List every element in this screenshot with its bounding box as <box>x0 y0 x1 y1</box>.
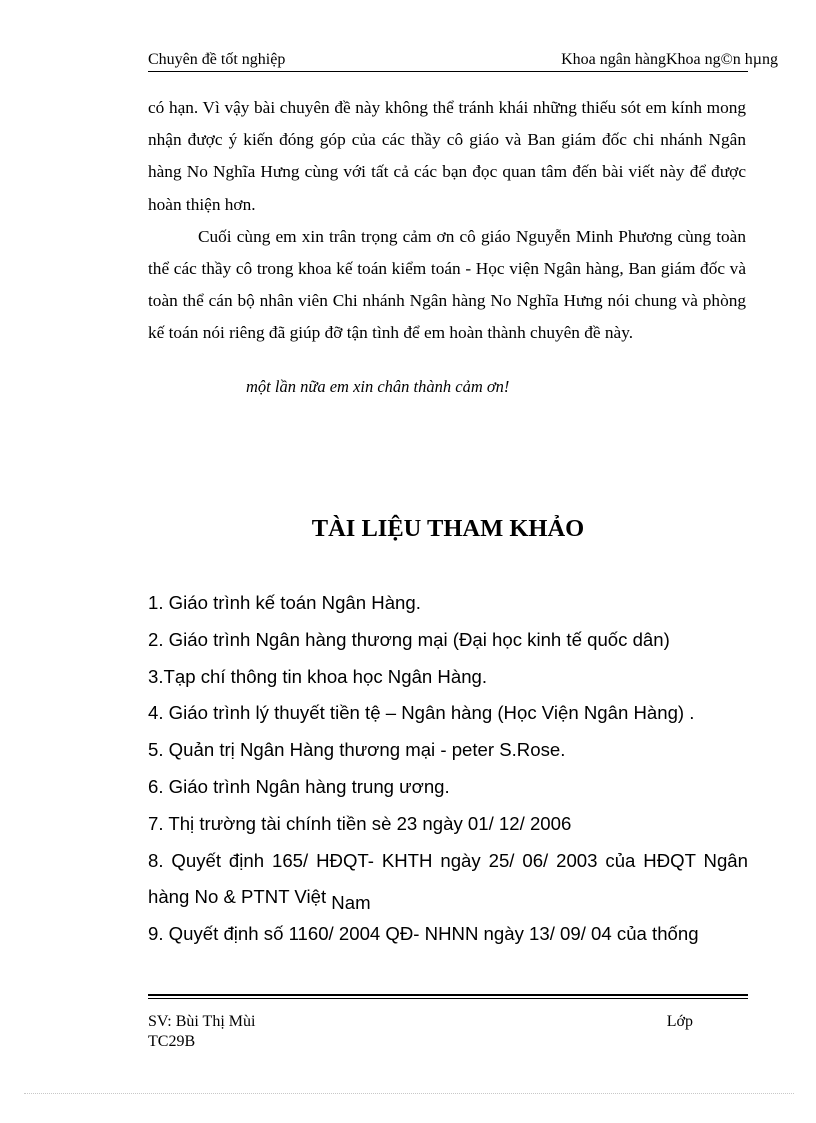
references-list <box>148 585 748 953</box>
page-bottom-edge <box>24 1093 794 1094</box>
header-divider <box>148 71 748 72</box>
reference-item: 9. Quyết định số 1160/ 2004 QĐ- NHNN ngày 13/ 09/ 04 của thống <box>148 923 699 945</box>
header-right-title: Khoa ngân hàngKhoa ng©n hµng <box>561 51 778 68</box>
footer-class-code: TC29B <box>148 1033 196 1050</box>
closing-line: một lần nữa em xin chân thành cảm ơn! <box>246 377 510 396</box>
body-text <box>148 92 746 350</box>
footer-divider <box>148 994 748 999</box>
reference-item: 5. Quản trị Ngân Hàng thương mại - peter S.Rose. <box>148 739 566 761</box>
header-left-title: Chuyên đề tốt nghiệp <box>148 51 286 68</box>
reference-item <box>148 843 748 917</box>
footer-class-label: Lớp <box>666 1013 693 1030</box>
reference-item: 3.Tạp chí thông tin khoa học Ngân Hàng. <box>148 665 488 687</box>
references-heading: TÀI LIỆU THAM KHẢO <box>311 515 585 542</box>
paragraph: có hạn. Vì vậy bài chuyên đề này không thể tránh khái những thiếu sót em kính mong nhận được ý kiến đóng góp của các thầy cô giáo và Ban giám đốc chi nhánh Ngân hàng No Nghĩa Hưng cùng với tất cả các bạn đọc quan tâm đến bài viết này để được hoàn thiện hơn. <box>148 98 746 214</box>
footer-student-name: SV: Bùi Thị Mùi <box>148 1013 256 1030</box>
reference-item-text: 8. Quyết định 165/ HĐQT- KHTH ngày 25/ 06/ 2003 của HĐQT Ngân hàng No & PTNT Việt <box>148 849 748 908</box>
reference-item: 4. Giáo trình lý thuyết tiền tệ – Ngân hàng (Học Viện Ngân Hàng) . <box>148 702 695 724</box>
reference-item: 1. Giáo trình kế toán Ngân Hàng. <box>148 592 421 613</box>
reference-item: 7. Thị trường tài chính tiền sè 23 ngày 01/ 12/ 2006 <box>148 812 572 834</box>
reference-item-tail: Nam <box>331 892 371 914</box>
reference-item: 6. Giáo trình Ngân hàng trung ương. <box>148 775 450 797</box>
paragraph: Cuối cùng em xin trân trọng cảm ơn cô giáo Nguyễn Minh Phương cùng toàn thể các thầy cô trong khoa kế toán kiểm toán - Học viện Ngân hàng, Ban giám đốc và toàn thể cán bộ nhân viên Chi nhánh Ngân hàng No Nghĩa Hưng nói chung và phòng kế toán nói riêng đã giúp đỡ tận tình để em hoàn thành chuyên đề này. <box>148 226 746 343</box>
reference-item: 2. Giáo trình Ngân hàng thương mại (Đại học kinh tế quốc dân) <box>148 628 670 650</box>
